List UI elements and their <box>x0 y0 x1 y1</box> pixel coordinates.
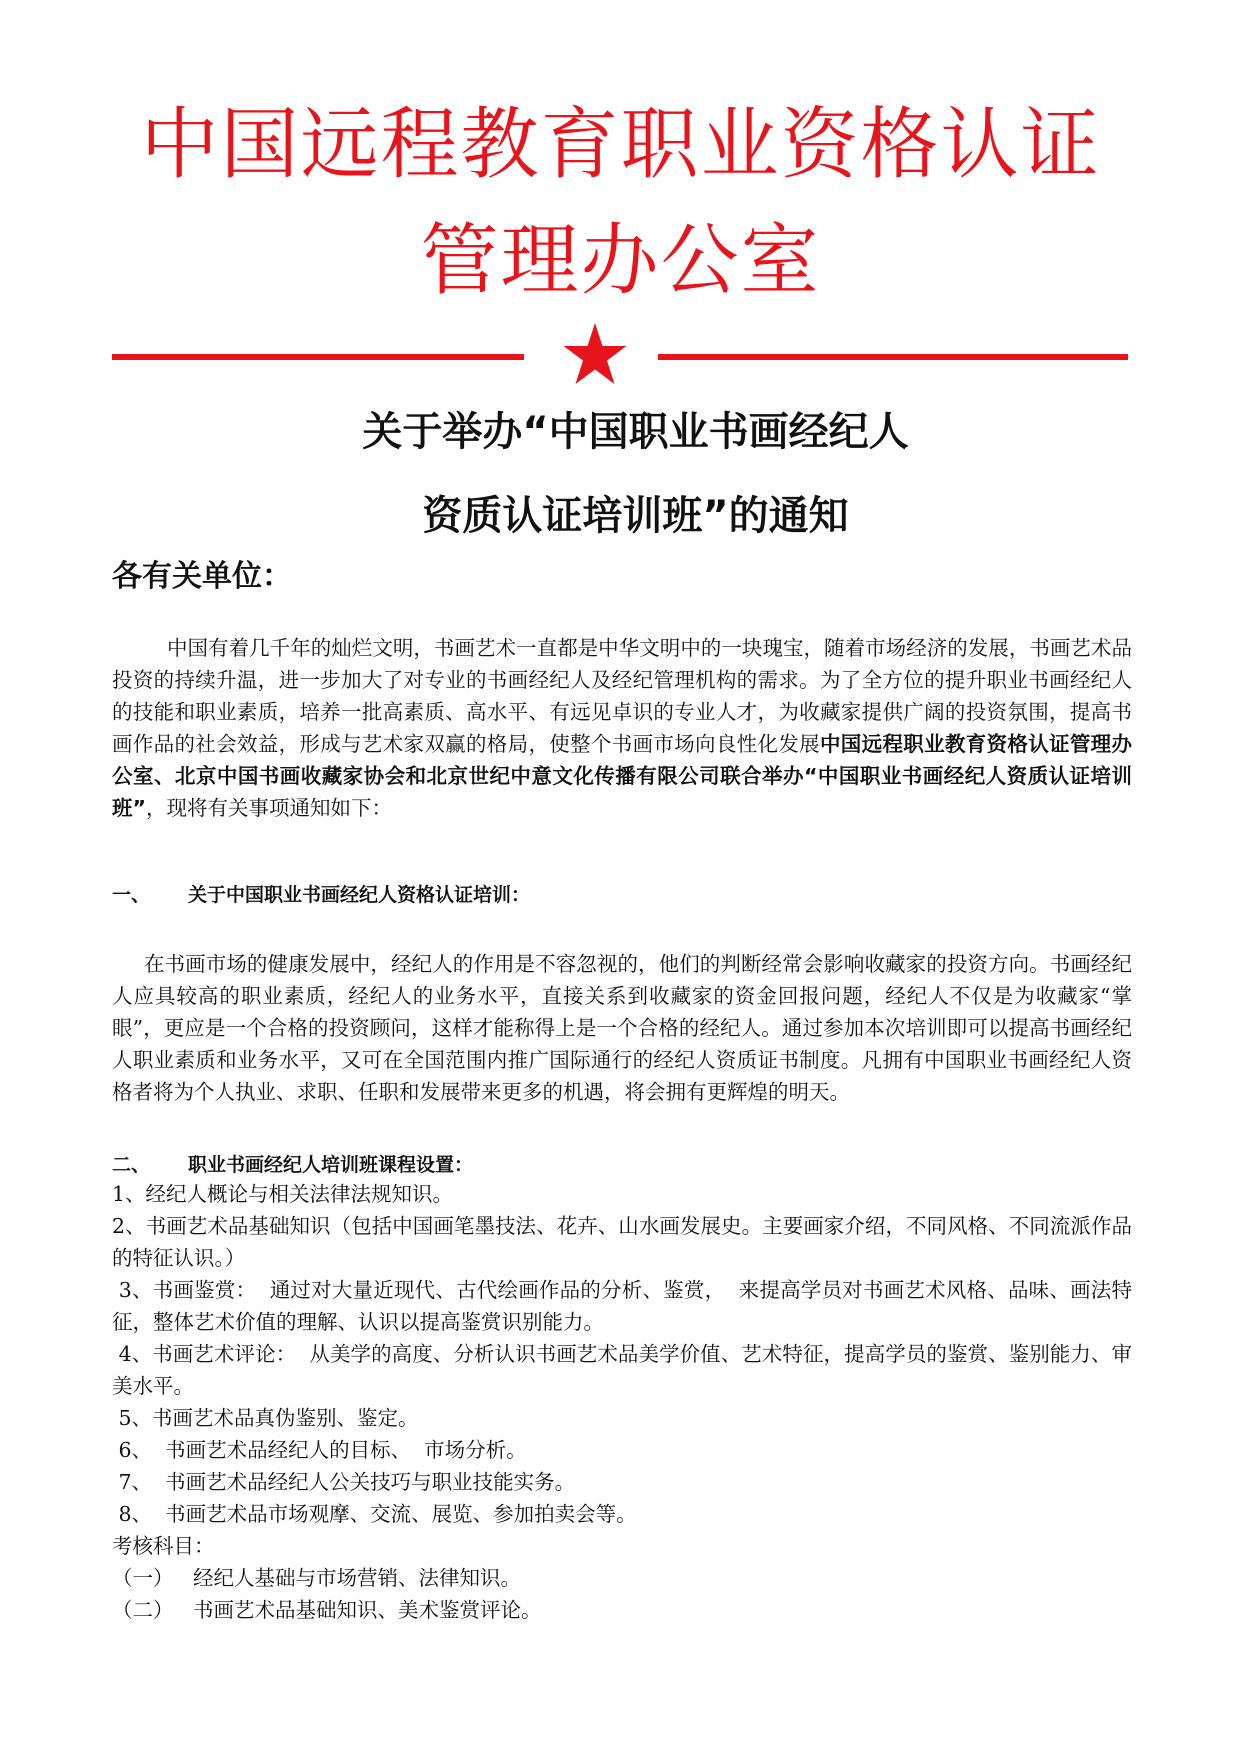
section-1-paragraph: 在书画市场的健康发展中，经纪人的作用是不容忽视的，他们的判断经常会影响收藏家的投资方向。书画经纪人应具较高的职业素质，经纪人的业务水平，直接关系到收藏家的资金回报问题，经纪人不仅是为收藏家“掌眼”，更应是一个合格的投资顾问，这样才能称得上是一个合格的经纪人。通过参加本次培训即可以提高书画经纪人职业素质和业务水平，又可在全国范围内推广国际通行的经纪人资质证书制度。凡拥有中国职业书画经纪人资格者将为个人执业、求职、任职和发展带来更多的机遇，将会拥有更辉煌的明天。 <box>112 952 1132 1104</box>
letterhead-line-1: 中国远程教育职业资格认证 <box>140 100 1101 190</box>
letterhead-line-2: 管理办公室 <box>420 216 821 306</box>
course-item: 4、书画艺术评论： 从美学的高度、分析认识书画艺术品美学价值、艺术特征，提高学员的鉴赏、鉴别能力、审美水平。 <box>112 1342 1132 1398</box>
course-item: 8、 书画艺术品市场观摩、交流、展览、参加拍卖会等。 <box>112 1502 637 1526</box>
exam-subjects-label: 考核科目： <box>112 1534 215 1558</box>
course-item: 6、 书画艺术品经纪人的目标、 市场分析。 <box>112 1438 527 1462</box>
course-item: 5、书画艺术品真伪鉴别、鉴定。 <box>112 1406 419 1430</box>
section-1-title: 关于中国职业书画经纪人资格认证培训： <box>188 884 531 906</box>
course-item: 3、书画鉴赏： 通过对大量近现代、古代绘画作品的分析、鉴赏， 来提高学员对书画艺术风格、品味、画法特征，整体艺术价值的理解、认识以提高鉴赏识别能力。 <box>112 1278 1132 1334</box>
exam-subject-item: （一） 经纪人基础与市场营销、法律知识。 <box>112 1566 522 1590</box>
exam-subject-item: （二） 书画艺术品基础知识、美术鉴赏评论。 <box>112 1598 542 1622</box>
section-2-heading <box>112 1150 473 1180</box>
letterhead-rule-right <box>658 354 1128 360</box>
salutation: 各有关单位： <box>112 559 292 594</box>
section-1-heading <box>112 880 530 910</box>
red-star-icon <box>563 323 627 385</box>
course-item: 2、书画艺术品基础知识（包括中国画笔墨技法、花卉、山水画发展史。主要画家介绍，不同风格、不同流派作品的特征认识。） <box>112 1214 1132 1270</box>
section-2-title: 职业书画经纪人培训班课程设置： <box>188 1154 474 1176</box>
intro-organizers: 中国远程职业教育资格认证管理办公室、北京中国书画收藏家协会和北京世纪中意文化传播有限公司联合举办“中国职业书画经纪人资质认证培训班” <box>112 732 1133 820</box>
letterhead-rule-left <box>112 354 524 360</box>
course-item: 1、经纪人概论与相关法律法规知识。 <box>112 1182 454 1206</box>
intro-text: 中国有着几千年的灿烂文明，书画艺术一直都是中华文明中的一块瑰宝，随着市场经济的发展，书画艺术品投资的持续升温，进一步加大了对专业的书画经纪人及经纪管理机构的需求。为了全方位的提升职业书画经纪人的技能和职业素质，培养一批高素质、高水平、有远见卓识的专业人才，为收藏家提供广阔的投资氛围，提高书画作品的社会效益，形成与艺术家双赢的格局，使整个书画市场向良性化发展 <box>112 636 1132 756</box>
notice-title-line-1: 关于举办“中国职业书画经纪人 <box>362 409 909 455</box>
section-2-number: 二、 <box>112 1154 151 1176</box>
intro-paragraph <box>112 632 1132 824</box>
intro-closing: ，现将有关事项通知如下： <box>145 796 392 820</box>
notice-title-line-2: 资质认证培训班”的通知 <box>422 493 849 539</box>
section-1-number: 一、 <box>112 884 151 906</box>
course-item: 7、 书画艺术品经纪人公关技巧与职业技能实务。 <box>112 1470 576 1494</box>
